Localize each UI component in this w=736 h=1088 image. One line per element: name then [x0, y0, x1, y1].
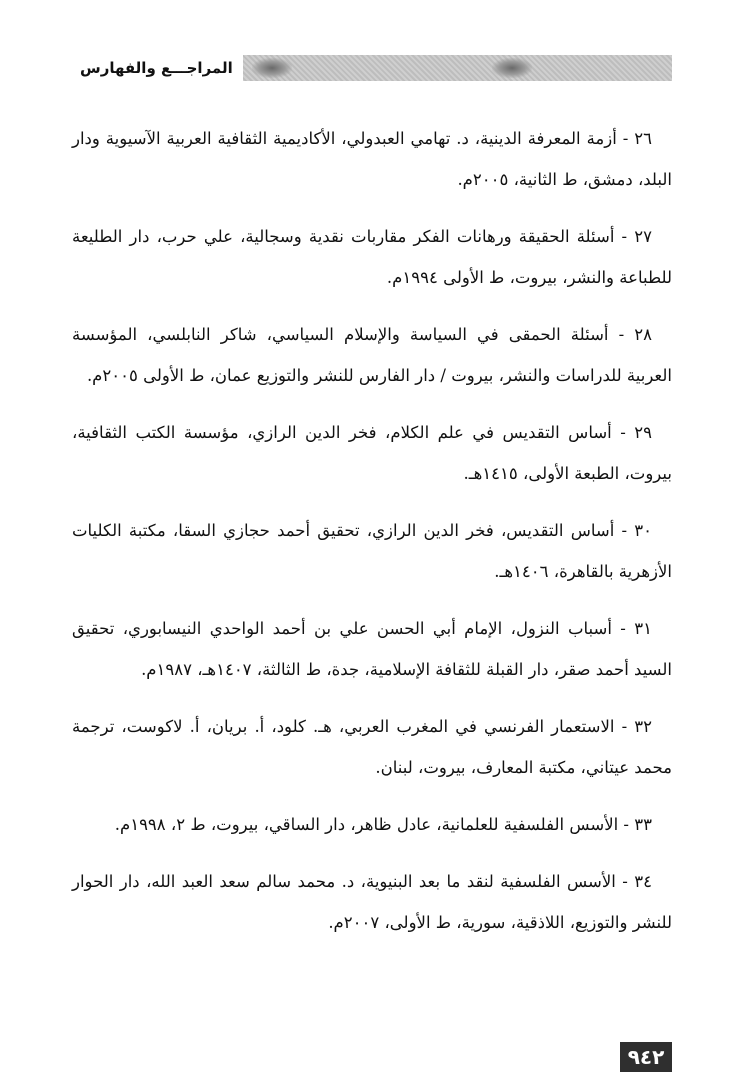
reference-entry: ٢٩ - أساس التقديس في علم الكلام، فخر الدين الرازي، مؤسسة الكتب الثقافية، بيروت، الطبعة الأولى، ١٤١٥هـ. — [72, 423, 672, 483]
reference-entry: ٢٧ - أسئلة الحقيقة ورهانات الفكر مقاربات نقدية وسجالية، علي حرب، دار الطليعة للطباعة والنشر، بيروت، ط الأولى ١٩٩٤م. — [72, 227, 672, 287]
reference-entry: ٣٣ - الأسس الفلسفية للعلمانية، عادل ظاهر، دار الساقي، بيروت، ط ٢، ١٩٩٨م. — [114, 815, 652, 834]
header-ornament — [252, 58, 292, 78]
header-ornament — [492, 58, 532, 78]
reference-entry: ٢٨ - أسئلة الحمقى في السياسة والإسلام السياسي، شاكر النابلسي، المؤسسة العربية للدراسات والنشر، بيروت / دار الفارس للنشر والتوزيع عمان، ط الأولى ٢٠٠٥م. — [72, 325, 672, 385]
reference-entry: ٣٢ - الاستعمار الفرنسي في المغرب العربي، هـ. كلود، أ. بريان، أ. لاكوست، ترجمة محمد عيتاني، مكتبة المعارف، بيروت، لبنان. — [72, 717, 672, 777]
running-header-title: المراجـــع والفهارس — [72, 55, 243, 81]
reference-entry: ٣١ - أسباب النزول، الإمام أبي الحسن علي بن أحمد الواحدي النيسابوري، تحقيق السيد أحمد صقر، دار القبلة للثقافة الإسلامية، جدة، ط الثالثة، ١٤٠٧هـ، ١٩٨٧م. — [72, 619, 672, 679]
references-list — [72, 118, 672, 959]
reference-entry: ٢٦ - أزمة المعرفة الدينية، د. تهامي العبدولي، الأكاديمية الثقافية العربية الآسيوية ودار البلد، دمشق، ط الثانية، ٢٠٠٥م. — [72, 129, 672, 189]
reference-entry: ٣٠ - أساس التقديس، فخر الدين الرازي، تحقيق أحمد حجازي السقا، مكتبة الكليات الأزهرية بالقاهرة، ١٤٠٦هـ. — [72, 521, 672, 581]
page-number: ٩٤٢ — [620, 1042, 672, 1072]
reference-entry: ٣٤ - الأسس الفلسفية لنقد ما بعد البنيوية، د. محمد سالم سعد العبد الله، دار الحوار للنشر والتوزيع، اللاذقية، سورية، ط الأولى، ٢٠٠٧م. — [72, 872, 672, 932]
